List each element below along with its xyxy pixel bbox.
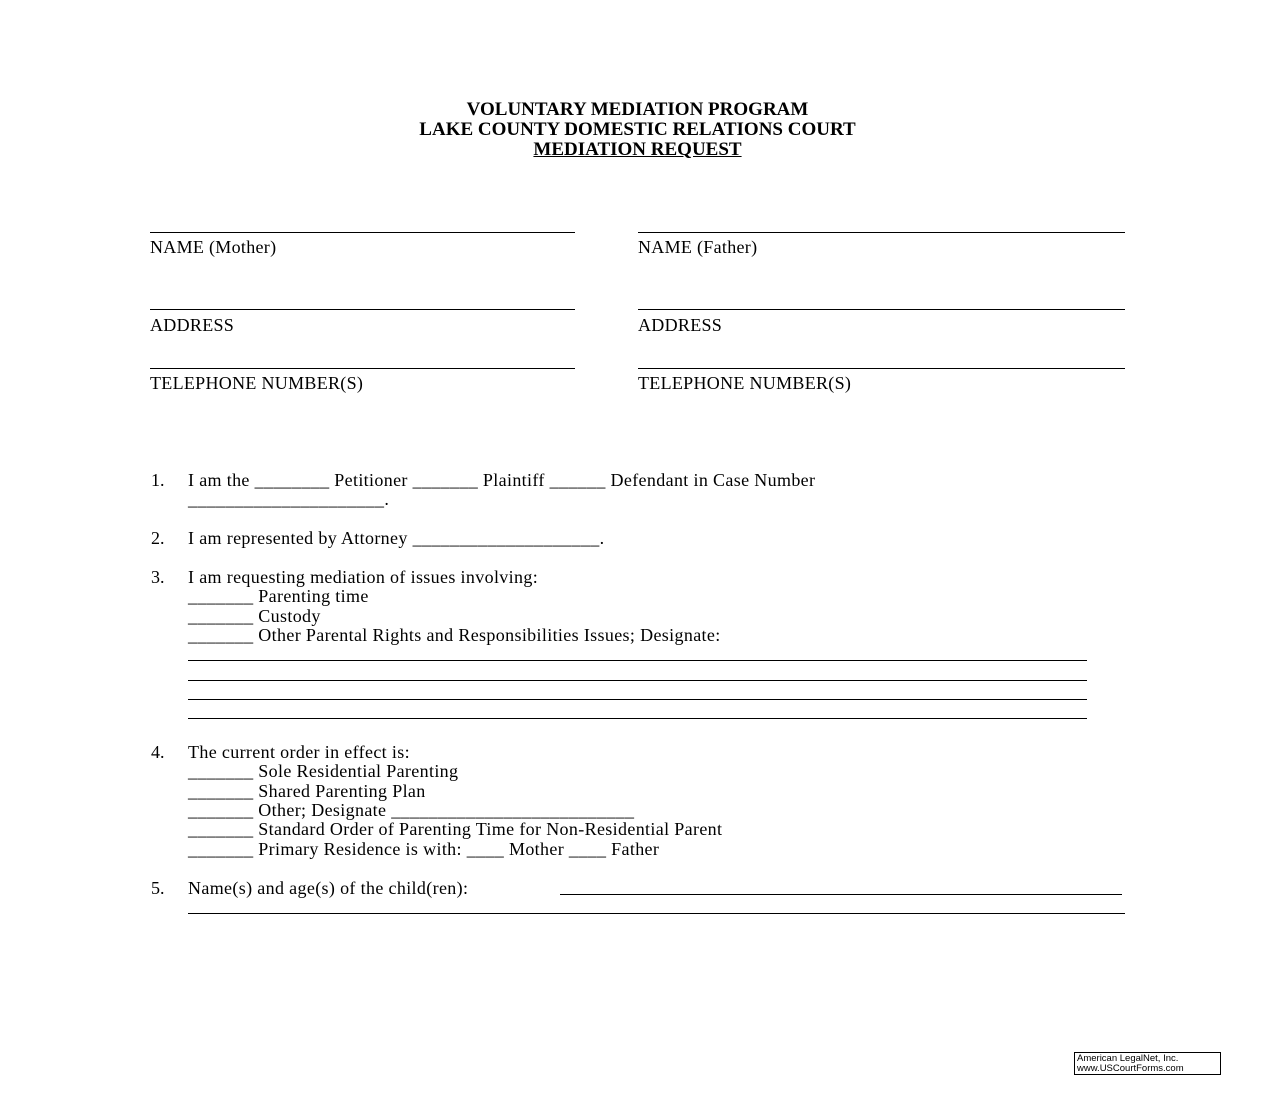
father-address-field[interactable] <box>638 309 1125 310</box>
publisher-name: American LegalNet, Inc. <box>1077 1053 1179 1064</box>
publisher-url: www.USCourtForms.com <box>1077 1063 1184 1074</box>
mother-address-field[interactable] <box>150 309 575 310</box>
item-2-number: 2. <box>151 528 165 548</box>
mother-name-label: NAME (Mother) <box>150 237 277 257</box>
children-field-line-1[interactable] <box>560 894 1122 895</box>
parenting-time-option[interactable]: _______ Parenting time <box>188 586 369 606</box>
item-3-number: 3. <box>151 567 165 587</box>
father-address-label: ADDRESS <box>638 315 723 335</box>
standard-order-option[interactable]: _______ Standard Order of Parenting Time for Non-Residential Parent <box>188 819 723 839</box>
other-order-option[interactable]: _______ Other; Designate __________________________ <box>188 800 635 820</box>
father-name-label: NAME (Father) <box>638 237 758 257</box>
mother-phone-field[interactable] <box>150 368 575 369</box>
court-title: LAKE COUNTY DOMESTIC RELATIONS COURT <box>419 119 856 140</box>
case-number-field[interactable]: _____________________. <box>188 489 390 509</box>
mother-name-field[interactable] <box>150 232 575 233</box>
mother-phone-label: TELEPHONE NUMBER(S) <box>150 373 364 393</box>
primary-residence-option[interactable]: _______ Primary Residence is with: ____ Mother ____ Father <box>188 839 660 859</box>
form-title: MEDIATION REQUEST <box>533 139 742 160</box>
shared-parenting-option[interactable]: _______ Shared Parenting Plan <box>188 781 426 801</box>
item-5-text: Name(s) and age(s) of the child(ren): <box>188 878 469 898</box>
father-phone-field[interactable] <box>638 368 1125 369</box>
children-field-line-2[interactable] <box>188 913 1125 914</box>
other-issues-option[interactable]: _______ Other Parental Rights and Responsibilities Issues; Designate: <box>188 625 721 645</box>
custody-option[interactable]: _______ Custody <box>188 606 321 626</box>
designate-line-2[interactable] <box>188 680 1087 681</box>
attorney-field[interactable]: I am represented by Attorney ____________________. <box>188 528 605 548</box>
mother-address-label: ADDRESS <box>150 315 235 335</box>
father-phone-label: TELEPHONE NUMBER(S) <box>638 373 852 393</box>
item-5-number: 5. <box>151 878 165 898</box>
publisher-stamp <box>1074 1052 1221 1075</box>
program-title: VOLUNTARY MEDIATION PROGRAM <box>466 99 809 120</box>
item-1-number: 1. <box>151 470 165 490</box>
item-1-text[interactable]: I am the ________ Petitioner _______ Plaintiff ______ Defendant in Case Number <box>188 470 816 490</box>
item-4-number: 4. <box>151 742 165 762</box>
item-4-text: The current order in effect is: <box>188 742 410 762</box>
sole-residential-option[interactable]: _______ Sole Residential Parenting <box>188 761 459 781</box>
designate-line-4[interactable] <box>188 718 1087 719</box>
item-3-text: I am requesting mediation of issues involving: <box>188 567 539 587</box>
designate-line-1[interactable] <box>188 660 1087 661</box>
designate-line-3[interactable] <box>188 699 1087 700</box>
father-name-field[interactable] <box>638 232 1125 233</box>
